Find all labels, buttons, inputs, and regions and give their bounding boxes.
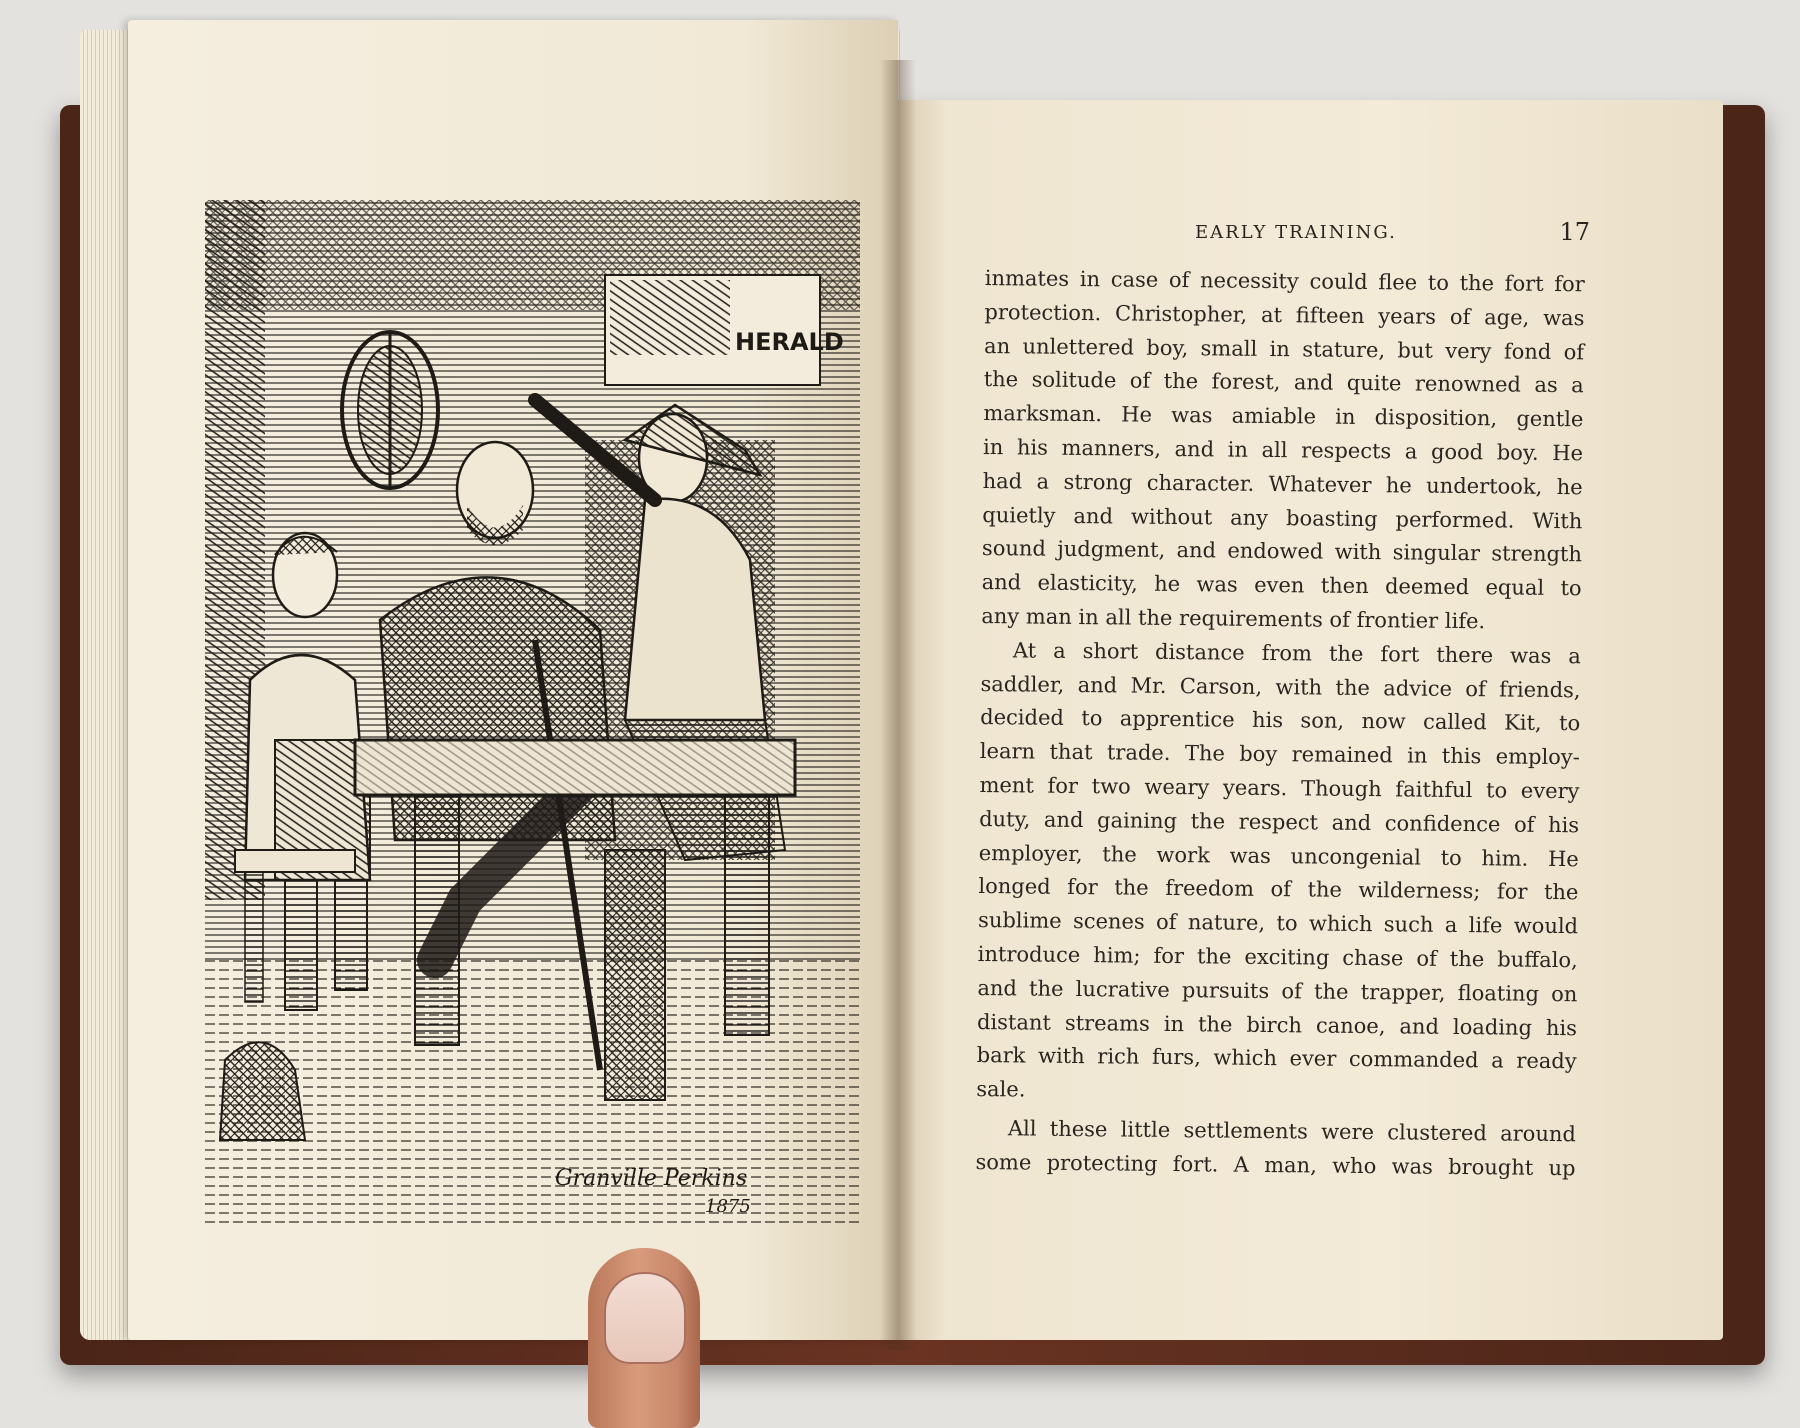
page-header (995, 218, 1590, 252)
text-line: protection. Christopher, at fifteen years of age, was (984, 299, 1585, 331)
text-line: longed for the freedom of the wilderness; for the (978, 874, 1579, 905)
engraving-illustration (205, 200, 860, 1225)
text-line: ment for two weary years. Though faithful to every (979, 772, 1580, 804)
thumbnail (604, 1272, 686, 1364)
text-line: All these little settlements were clustered around (1007, 1116, 1577, 1147)
text-line: had a strong character. Whatever he undertook, he (982, 468, 1583, 500)
page-number: 17 (1559, 218, 1590, 246)
text-line: sale. (976, 1077, 1026, 1102)
text-line: introduce him; for the exciting chase of the buffalo, (977, 941, 1578, 973)
text-line: bark with rich furs, which ever commanded a ready (976, 1043, 1577, 1074)
text-line: saddler, and Mr. Carson, with the advice of friends, (980, 671, 1581, 702)
text-line: decided to apprentice his son, now called Kit, to (980, 705, 1581, 736)
text-line: an unlettered boy, small in stature, but very fond of (983, 333, 1585, 364)
text-line: and elasticity, he was even then deemed equal to (981, 570, 1582, 601)
artist-signature: Granville Perkins (555, 1166, 748, 1191)
herald-sign: HERALD (735, 328, 844, 356)
engraving-date: 1875 (705, 1196, 751, 1217)
text-line: sublime scenes of nature, to which such a life would (977, 908, 1579, 939)
text-line: learn that trade. The boy remained in this employ- (979, 739, 1580, 770)
text-line: employer, the work was uncongenial to him. He (978, 840, 1579, 871)
book-gutter (880, 60, 916, 1350)
text-line: the solitude of the forest, and quite renowned as a (983, 367, 1584, 398)
text-line: any man in all the requirements of frontier life. (981, 603, 1486, 634)
text-line: and the lucrative pursuits of the trapper, floating on (977, 975, 1578, 1006)
text-line: inmates in case of necessity could flee to the fort for (984, 265, 1585, 297)
body-text (975, 262, 1585, 1186)
poster-picture (610, 280, 730, 355)
text-line: duty, and gaining the respect and confidence of his (979, 806, 1580, 838)
running-head: EARLY TRAINING. (1195, 222, 1397, 243)
text-line: distant streams in the birch canoe, and loading his (976, 1009, 1578, 1040)
text-line: some protecting fort. A man, who was brought up (975, 1149, 1576, 1180)
text-line: marksman. He was amiable in disposition, gentle (983, 401, 1584, 432)
text-line: quietly and without any boasting performed. With (982, 502, 1583, 533)
text-line: At a short distance from the fort there was a (1012, 638, 1582, 669)
text-line: in his manners, and in all respects a good boy. He (982, 434, 1584, 466)
text-line: sound judgment, and endowed with singular strength (981, 536, 1583, 567)
